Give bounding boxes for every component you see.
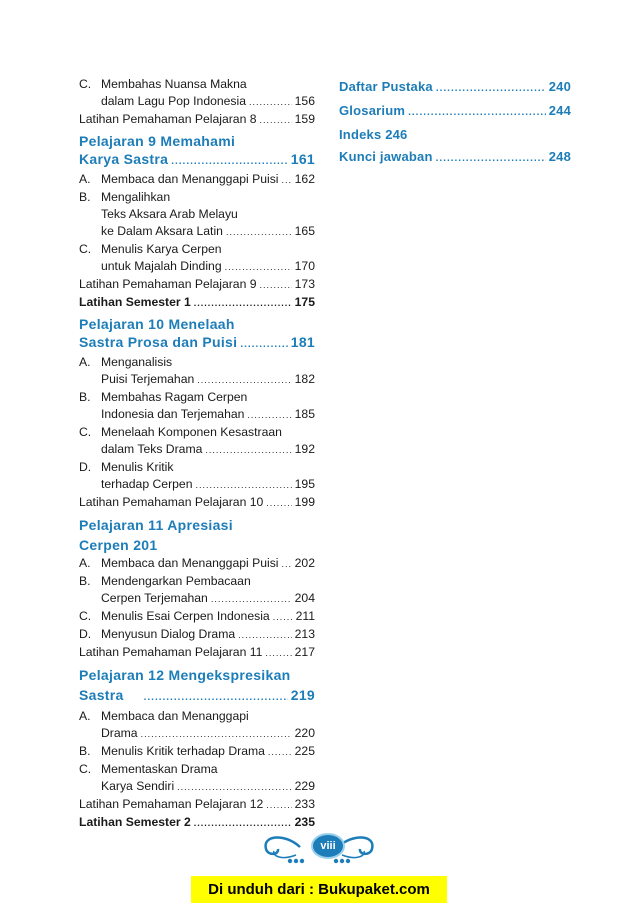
toc-entry-11c[interactable]: C. Menulis Esai Cerpen Indonesia ..... 211 — [79, 608, 315, 626]
toc-entry-12c[interactable]: C. Mementaskan Drama Karya Sendiri ..... 229 — [79, 761, 315, 796]
toc-entry-daftar-pustaka[interactable]: Daftar Pustaka ..... 240 — [339, 76, 571, 100]
toc-entry-latihan-12[interactable]: Latihan Pemahaman Pelajaran 12 ..... 233 — [79, 796, 315, 814]
lesson-heading-12[interactable]: Pelajaran 12 Mengekspresikan Sastra ..... 219 — [79, 665, 315, 708]
toc-entry-semester-2[interactable]: Latihan Semester 2 ..... 235 — [79, 814, 315, 832]
toc-left-column — [79, 76, 315, 832]
toc-entry-latihan-8[interactable]: Latihan Pemahaman Pelajaran 8 ..... 159 — [79, 111, 315, 129]
toc-entry-12b[interactable]: B. Menulis Kritik terhadap Drama ..... 225 — [79, 743, 315, 761]
toc-entry-c-nuansa-makna[interactable]: C. Membahas Nuansa Makna dalam Lagu Pop Indonesia ..... 156 — [79, 76, 315, 111]
toc-entry-11d[interactable]: D. Menyusun Dialog Drama ..... 213 — [79, 626, 315, 644]
toc-entry-10b[interactable]: B. Membahas Ragam Cerpen Indonesia dan Terjemahan ..... 185 — [79, 389, 315, 424]
toc-entry-latihan-9[interactable]: Latihan Pemahaman Pelajaran 9 ..... 173 — [79, 276, 315, 294]
toc-entry-indeks[interactable]: Indeks 246 — [339, 127, 408, 142]
toc-entry-10d[interactable]: D. Menulis Kritik terhadap Cerpen ..... 195 — [79, 459, 315, 494]
toc-entry-9a[interactable]: A. Membaca dan Menanggapi Puisi ..... 162 — [79, 171, 315, 189]
toc-entry-glosarium[interactable]: Glosarium ..... 244 — [339, 100, 571, 124]
toc-entry-latihan-11[interactable]: Latihan Pemahaman Pelajaran 11 ..... 217 — [79, 644, 315, 662]
toc-entry-9c[interactable]: C. Menulis Karya Cerpen untuk Majalah Dinding ..... 170 — [79, 241, 315, 276]
lesson-heading-10[interactable]: Pelajaran 10 Menelaah Sastra Prosa dan Puisi ..... 181 — [79, 315, 315, 354]
toc-entry-kunci-jawaban[interactable]: Kunci jawaban ..... 248 — [339, 146, 571, 170]
page-number: 156 — [294, 94, 315, 108]
download-source-banner[interactable]: Di unduh dari : Bukupaket.com — [191, 876, 447, 903]
toc-right-column — [339, 76, 571, 170]
toc-entry-10a[interactable]: A. Menganalisis Puisi Terjemahan ..... 182 — [79, 354, 315, 389]
lesson-heading-9[interactable]: Pelajaran 9 Memahami Karya Sastra ..... 161 — [79, 132, 315, 171]
toc-entry-11b[interactable]: B. Mendengarkan Pembacaan Cerpen Terjemahan ..... 204 — [79, 573, 315, 608]
toc-entry-9b[interactable]: B. Mengalihkan Teks Aksara Arab Melayu ke Dalam Aksara Latin ..... 165 — [79, 189, 315, 241]
toc-entry-latihan-10[interactable]: Latihan Pemahaman Pelajaran 10 ..... 199 — [79, 494, 315, 512]
toc-entry-12a[interactable]: A. Membaca dan Menanggapi Drama ..... 220 — [79, 708, 315, 743]
toc-entry-11a[interactable]: A. Membaca dan Menanggapi Puisi ..... 202 — [79, 555, 315, 573]
toc-entry-semester-1[interactable]: Latihan Semester 1 ..... 175 — [79, 294, 315, 312]
page-number: viii — [320, 840, 336, 852]
lesson-heading-11[interactable]: Pelajaran 11 Apresiasi Cerpen 201 — [79, 517, 233, 553]
toc-entry-10c[interactable]: C. Menelaah Komponen Kesastraan dalam Teks Drama ..... 192 — [79, 424, 315, 459]
